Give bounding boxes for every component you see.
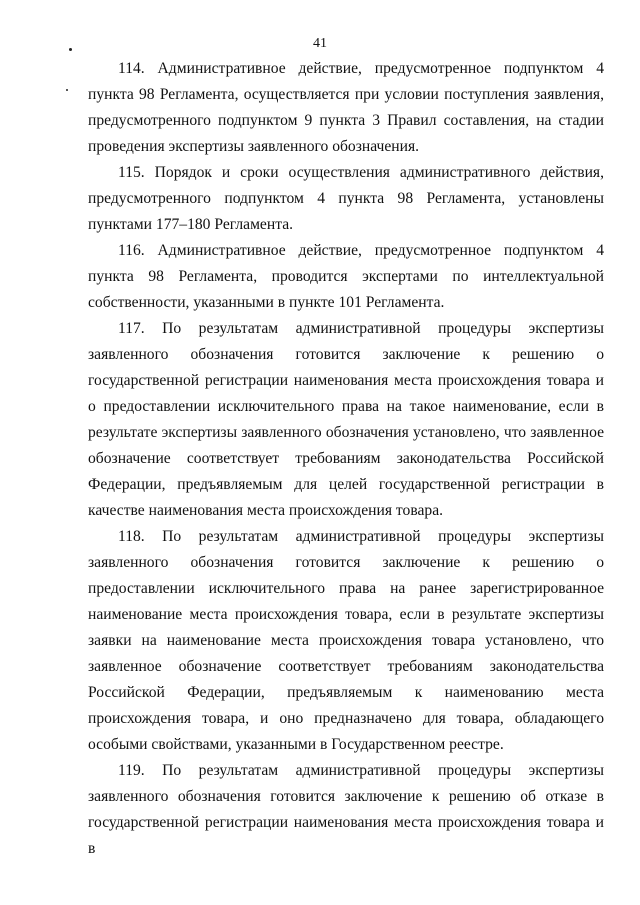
paragraph-115: 115. Порядок и сроки осуществления административного действия, предусмотренного подпунктом 4 пункта 98 Регламента, установлены пунктами 177–180 Регламента. [88, 164, 604, 233]
document-body [88, 56, 604, 862]
paragraph-118: 118. По результатам административной процедуры экспертизы заявленного обозначения готовится заключение к решению о предоставлении исключительного права на ранее зарегистрированное наименование места происхождения товара, если в результате экспертизы заявки на наименование места происхождения товара установлено, что заявленное обозначение соответствует требованиям законодательства Российской Федерации, предъявляемым к наименованию места происхождения товара, и оно предназначено для товара, обладающего особыми свойствами, указанными в Государственном реестре. [88, 528, 604, 753]
paragraph-114: 114. Административное действие, предусмотренное подпунктом 4 пункта 98 Регламента, осуществляется при условии поступления заявления, предусмотренного подпунктом 9 пункта 3 Правил составления, на стадии проведения экспертизы заявленного обозначения. [88, 60, 604, 155]
paragraph-116: 116. Административное действие, предусмотренное подпунктом 4 пункта 98 Регламента, проводится экспертами по интеллектуальной собственности, указанными в пункте 101 Регламента. [88, 242, 604, 311]
paragraph-119: 119. По результатам административной процедуры экспертизы заявленного обозначения готовится заключение к решению об отказе в государственной регистрации наименования места происхождения товара и в [88, 762, 604, 857]
scan-artifact-dot [66, 89, 68, 91]
page-number: 41 [313, 36, 327, 51]
paragraph-117: 117. По результатам административной процедуры экспертизы заявленного обозначения готовится заключение к решению о государственной регистрации наименования места происхождения товара и о предоставлении исключительного права на такое наименование, если в результате экспертизы заявленного обозначения установлено, что заявленное обозначение соответствует требованиям законодательства Российской Федерации, предъявляемым для целей государственной регистрации в качестве наименования места происхождения товара. [88, 320, 604, 519]
